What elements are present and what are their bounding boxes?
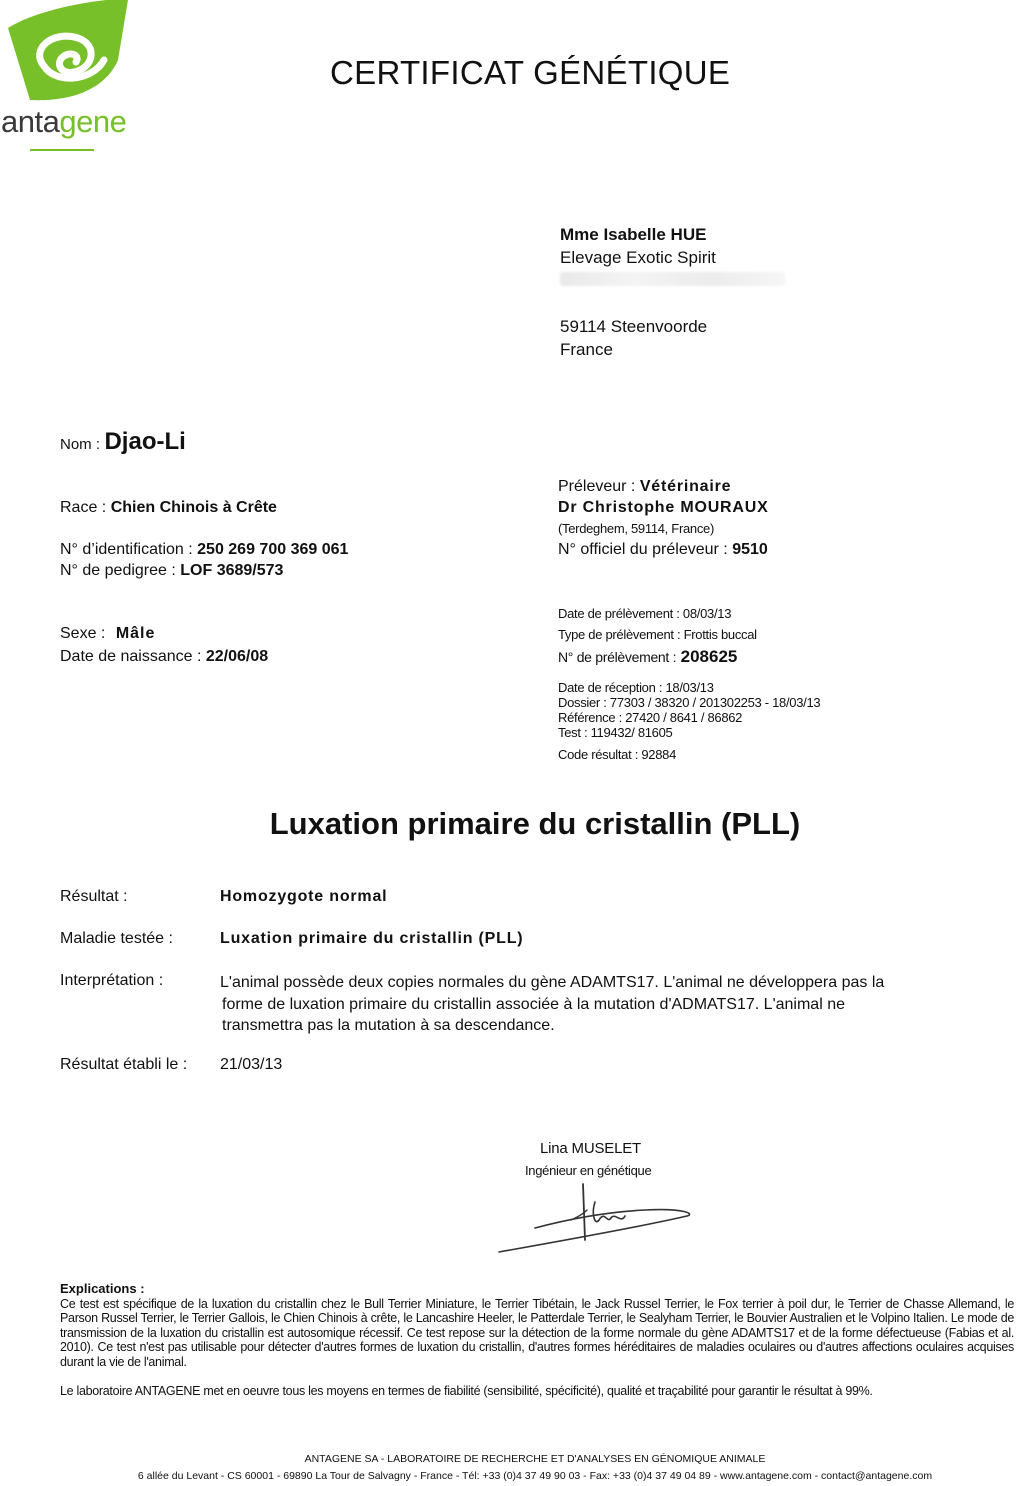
- animal-name: Djao-Li: [104, 428, 186, 455]
- num-prelevement-value: 208625: [680, 647, 738, 666]
- preleveur-officiel-value: 9510: [732, 541, 768, 558]
- identification-value: 250 269 700 369 061: [197, 541, 349, 558]
- race-value: Chien Chinois à Crête: [110, 499, 277, 516]
- date-prelevement: Date de prélèvement : 08/03/13: [558, 606, 732, 621]
- antagene-logo: [0, 0, 130, 155]
- animal-name-row: [60, 428, 186, 456]
- etabli-value: 21/03/13: [220, 1056, 283, 1073]
- dossier: Dossier : 77303 / 38320 / 201302253 - 18/03/13: [558, 695, 821, 710]
- redacted-street: [560, 272, 785, 286]
- sexe-value: Mâle: [115, 625, 156, 642]
- logo-underline: [30, 149, 94, 151]
- preleveur-location: (Terdeghem, 59114, France): [558, 521, 714, 536]
- code-resultat: Code résultat : 92884: [558, 747, 677, 762]
- recipient-country: France: [560, 340, 613, 359]
- etabli-label: Résultat établi le :: [60, 1056, 188, 1073]
- maladie-value: Luxation primaire du cristallin (PLL): [220, 930, 524, 947]
- interpretation-line: L'animal possède deux copies normales du gène ADAMTS17. L'animal ne développera pas la: [220, 974, 885, 991]
- recipient-city: 59114 Steenvoorde: [560, 317, 708, 336]
- test-title: Luxation primaire du cristallin (PLL): [269, 806, 801, 841]
- preleveur-type: Vétérinaire: [639, 478, 732, 495]
- naissance-row: Date de naissance : 22/06/08: [60, 648, 269, 665]
- resultat-value: Homozygote normal: [220, 888, 388, 905]
- identification-row: N° d’identification : 250 269 700 369 061: [60, 541, 349, 558]
- explications-heading: Explications :: [60, 1281, 145, 1296]
- resultat-label: Résultat :: [60, 888, 128, 905]
- page-title: CERTIFICAT GÉNÉTIQUE: [330, 54, 731, 91]
- num-prelevement-row: N° de prélèvement : 208625: [558, 647, 738, 666]
- recipient-kennel: Elevage Exotic Spirit: [560, 248, 716, 267]
- logo-wordmark: antagene: [1, 104, 127, 139]
- footer-address: 6 allée du Levant - CS 60001 - 69890 La Tour de Salvagny - France - Tél: +33 (0)4 37 49 90 03 - Fax: +33 (0)4 37 49 04 89 - www.antagene.com - contact@antagene.com: [137, 1470, 933, 1482]
- pedigree-value: LOF 3689/573: [180, 562, 284, 579]
- naissance-value: 22/06/08: [205, 648, 269, 665]
- race-row: Race : Chien Chinois à Crête: [60, 499, 277, 516]
- sexe-row: Sexe : Mâle: [60, 625, 156, 642]
- signature-image: [495, 1180, 695, 1260]
- explications-paragraph-1: Ce test est spécifique de la luxation du cristallin chez le Bull Terrier Miniature, le Terrier Tibétain, le Jack Russel Terrier, le Fox terrier à poil dur, le Terrier de Chasse Allemand, le Parson Russel Terrier, le Terrier Gallois, le Chien Chinois à crête, le Lancashire Heeler, le Patterdale Terrier, le Sealyham Terrier, le Bouvier Australien et le Volpino Italien. Le mode de transmission de la luxation du cristallin est autosomique récessif. Ce test repose sur la détection de la forme normale du gène ADAMTS17 et de la forme défectueuse (Fabias et al. 2010). Ce test n'est pas utilisable pour détecter d'autres formes de luxation du cristallin, d'autres formes héréditaires de maladies oculaires ou d'autres affections oculaires acquises durant la vie de l'animal.: [60, 1296, 1014, 1369]
- interpretation-label: Interprétation :: [60, 972, 164, 989]
- signatory-name: Lina MUSELET: [540, 1140, 641, 1157]
- preleveur-row: Préleveur : Vétérinaire: [558, 478, 732, 495]
- explications-block: [60, 1282, 1014, 1398]
- preleveur-officiel-row: N° officiel du préleveur : 9510: [558, 541, 768, 558]
- signatory-role: Ingénieur en génétique: [525, 1163, 652, 1178]
- maladie-label: Maladie testée :: [60, 930, 173, 947]
- interpretation-text: [220, 972, 950, 1037]
- reference: Référence : 27420 / 8641 / 86862: [558, 710, 743, 725]
- nom-label: Nom :: [60, 436, 101, 453]
- interpretation-line: forme de luxation primaire du cristallin associée à la mutation d'ADMATS17. L'animal ne: [222, 995, 845, 1013]
- date-reception: Date de réception : 18/03/13: [558, 680, 714, 695]
- pedigree-row: N° de pedigree : LOF 3689/573: [60, 562, 284, 579]
- test-number: Test : 119432/ 81605: [558, 725, 673, 740]
- explications-paragraph-2: Le laboratoire ANTAGENE met en oeuvre tous les moyens en termes de fiabilité (sensibilité, spécificité), qualité et traçabilité pour garantir le résultat à 99%.: [60, 1383, 873, 1398]
- recipient-name: Mme Isabelle HUE: [560, 225, 707, 244]
- type-prelevement: Type de prélèvement : Frottis buccal: [558, 627, 757, 642]
- preleveur-name: Dr Christophe MOURAUX: [558, 499, 769, 516]
- interpretation-line: transmettra pas la mutation à sa descendance.: [222, 1017, 555, 1034]
- footer-company: ANTAGENE SA - LABORATOIRE DE RECHERCHE ET D'ANALYSES EN GÉNOMIQUE ANIMALE: [304, 1453, 766, 1465]
- antagene-swirl-icon: [0, 0, 130, 105]
